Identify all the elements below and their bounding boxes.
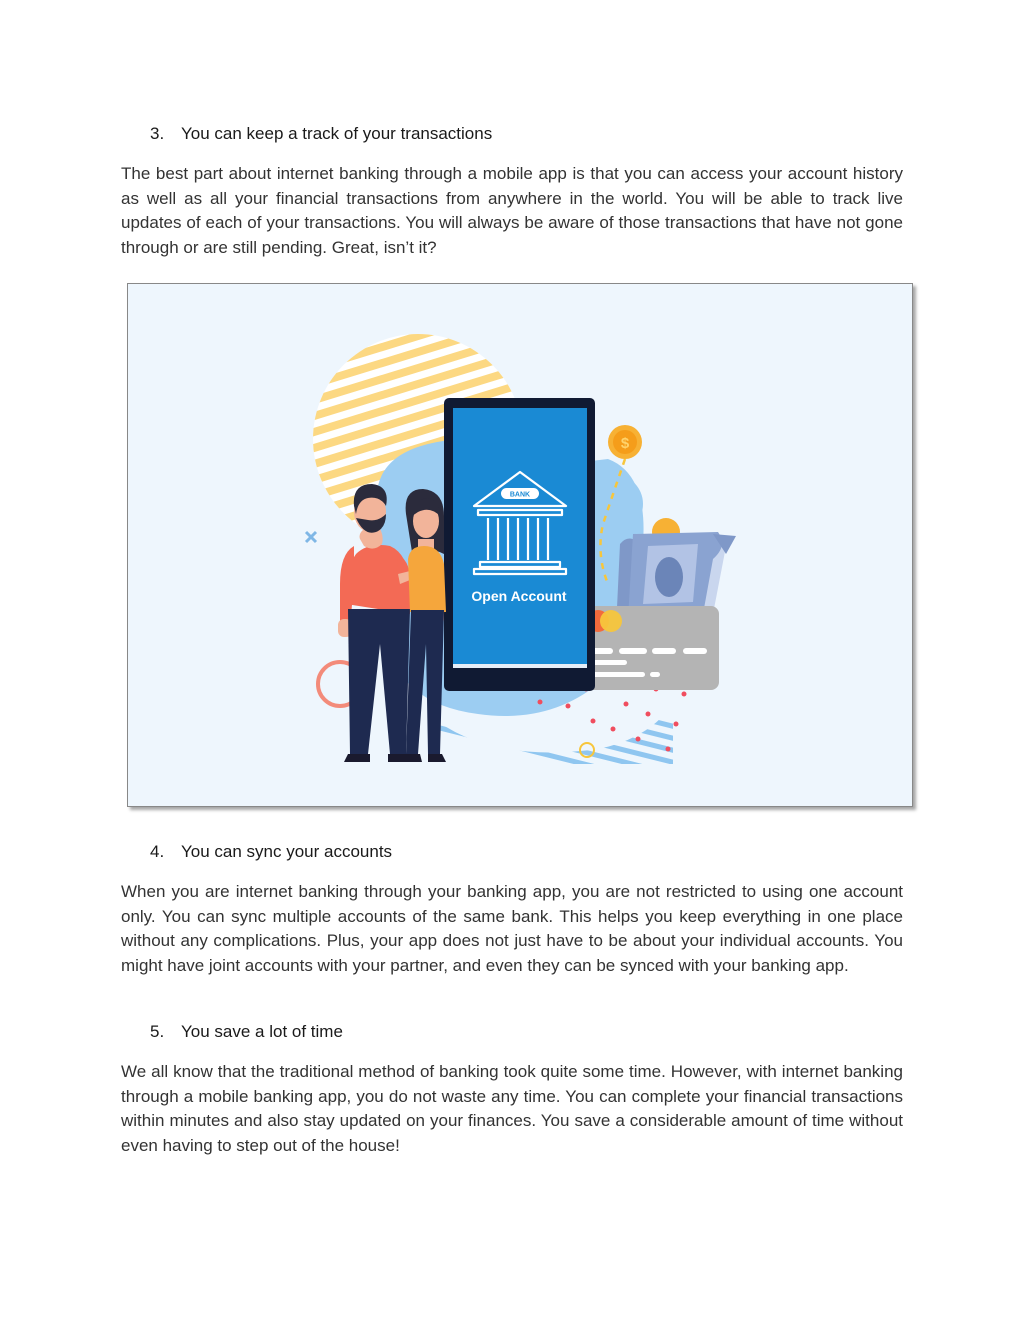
open-account-label: Open Account [471,588,567,604]
section-4-heading [150,841,392,863]
section-3-heading [150,123,492,145]
section-3-number: 3. [150,124,165,143]
illustration-svg [128,284,912,806]
section-5-paragraph: We all know that the traditional method of banking took quite some time. However, with internet banking through a mobile banking app, you do not waste any time. You can complete your financial transactions within minutes and also stay updated on your finances. You save a considerable amount of time without even having to step out of the house! [121,1062,903,1155]
section-5-heading [150,1021,343,1043]
section-4-number: 4. [150,842,165,861]
section-4-title: You can sync your accounts [181,842,393,861]
section-3-paragraph: The best part about internet banking through a mobile app is that you can access your account history as well as all your financial transactions from anywhere in the world. You will be able to track live updates of each of your transactions. You will always be aware of those transactions that have not gone through or are still pending. Great, isn’t it? [121,164,903,257]
smartphone [444,398,595,691]
section-3-title: You can keep a track of your transactions [181,124,493,143]
phone-screen [453,408,587,668]
dollar-coin-icon [608,425,642,459]
section-4-paragraph: When you are internet banking through your banking app, you are not restricted to using one account only. You can sync multiple accounts of the same bank. This helps you keep everything in one place without any complications. Plus, your app does not just have to be about your individual accounts. You might have joint accounts with your partner, and even they can be synced with your banking app. [121,882,903,975]
cross-mark [306,532,316,542]
section-5-number: 5. [150,1022,165,1041]
section-5-title: You save a lot of time [181,1022,343,1041]
svg-text:$: $ [620,435,630,452]
credit-card-icon [575,606,719,690]
bank-label: BANK [509,491,531,499]
banking-app-illustration [127,283,913,807]
